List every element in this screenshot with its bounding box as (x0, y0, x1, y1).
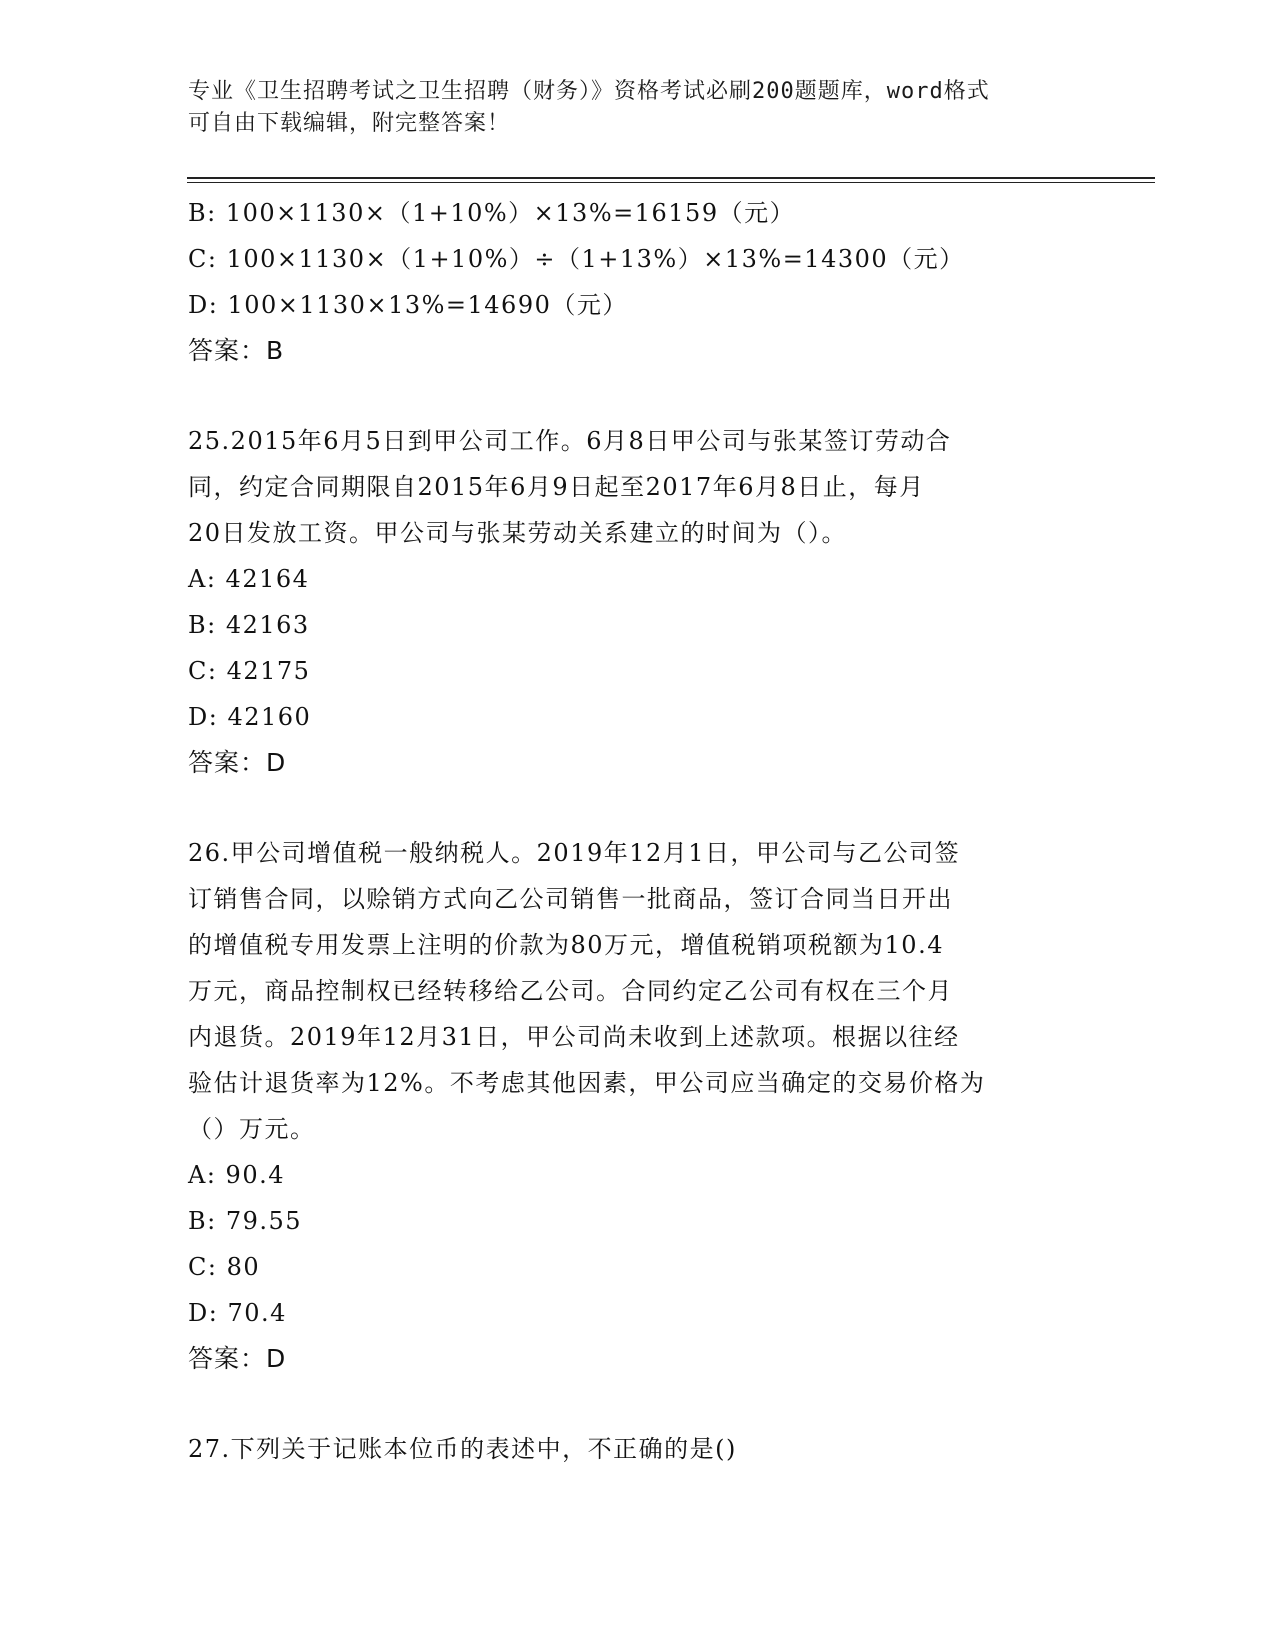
header-divider-thin (187, 182, 1155, 183)
spacer (188, 1382, 1088, 1426)
question-26 (188, 830, 1088, 1382)
question-text-line: 26.甲公司增值税一般纳税人。2019年12月1日，甲公司与乙公司签 (188, 839, 961, 867)
option-c: C: 42175 (188, 657, 311, 685)
option-a: A: 90.4 (188, 1161, 285, 1189)
question-text-line: 27.下列关于记账本位币的表述中，不正确的是() (188, 1435, 737, 1463)
question-text-line: 内退货。2019年12月31日，甲公司尚未收到上述款项。根据以往经 (188, 1023, 960, 1051)
option-b: B: 42163 (188, 611, 310, 639)
option-b: B: 100×1130×（1+10%）×13%=16159（元） (188, 199, 796, 227)
option-b: B: 79.55 (188, 1207, 303, 1235)
question-text-line: 验估计退货率为12%。不考虑其他因素，甲公司应当确定的交易价格为 (188, 1069, 986, 1097)
question-text-line: 的增值税专用发票上注明的价款为80万元，增值税销项税额为10.4 (188, 931, 944, 959)
question-text-line: 同，约定合同期限自2015年6月9日起至2017年6月8日止，每月 (188, 473, 925, 501)
option-a: A: 42164 (188, 565, 310, 593)
header-divider-thick (187, 177, 1155, 179)
question-text-line: 万元，商品控制权已经转移给乙公司。合同约定乙公司有权在三个月 (188, 977, 953, 1005)
question-text-line: （）万元。 (188, 1115, 316, 1143)
answer-line: 答案：D (188, 748, 287, 777)
document-body (188, 190, 1088, 1472)
question-text-line: 20日发放工资。甲公司与张某劳动关系建立的时间为（）。 (188, 519, 848, 547)
question-27 (188, 1426, 1088, 1472)
document-header (188, 76, 1088, 140)
spacer (188, 786, 1088, 830)
question-25 (188, 418, 1088, 786)
header-line-1: 专业《卫生招聘考试之卫生招聘（财务）》资格考试必刷200题题库，word格式 (188, 79, 990, 104)
option-d: D: 70.4 (188, 1299, 287, 1327)
option-c: C: 80 (188, 1253, 261, 1281)
option-d: D: 42160 (188, 703, 312, 731)
answer-line: 答案：B (188, 336, 285, 365)
spacer (188, 374, 1088, 418)
question-text-line: 25.2015年6月5日到甲公司工作。6月8日甲公司与张某签订劳动合 (188, 427, 952, 455)
option-d: D: 100×1130×13%=14690（元） (188, 291, 628, 319)
header-line-2: 可自由下载编辑，附完整答案！ (188, 111, 511, 136)
answer-line: 答案：D (188, 1344, 287, 1373)
option-c: C: 100×1130×（1+10%）÷（1+13%）×13%=14300（元） (188, 245, 965, 273)
question-24-tail (188, 190, 1088, 374)
question-text-line: 订销售合同，以赊销方式向乙公司销售一批商品，签订合同当日开出 (188, 885, 953, 913)
